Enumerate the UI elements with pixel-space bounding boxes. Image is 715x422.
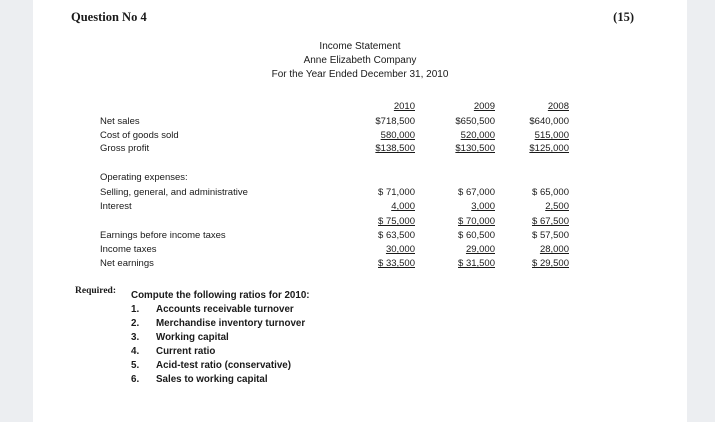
net-earnings-2009: $ 31,500: [458, 258, 495, 269]
taxes-2010: 30,000: [385, 244, 415, 255]
statement-period: For the Year Ended December 31, 2010: [271, 69, 449, 80]
row-label-cogs: Cost of goods sold: [100, 130, 179, 141]
interest-2010: 4,000: [391, 201, 415, 212]
cogs-2009: 520,000: [460, 130, 495, 141]
document-page: [33, 0, 687, 422]
taxes-2008: 28,000: [539, 244, 569, 255]
total-opex-2009: $ 70,000: [458, 216, 495, 227]
net-sales-2010: $718,500: [375, 116, 415, 127]
required-item-text: Working capital: [156, 332, 229, 343]
required-item-text: Accounts receivable turnover: [156, 304, 294, 315]
row-label-ebt: Earnings before income taxes: [100, 230, 226, 241]
cogs-2008: 515,000: [534, 130, 569, 141]
year-header-2010: 2010: [393, 101, 415, 112]
year-header-2008: 2008: [547, 101, 569, 112]
required-item-number: 2.: [131, 318, 140, 329]
net-earnings-2010: $ 33,500: [378, 258, 415, 269]
required-intro: Compute the following ratios for 2010:: [131, 290, 310, 301]
required-item-text: Merchandise inventory turnover: [156, 318, 306, 329]
gross-profit-2008: $125,000: [529, 143, 569, 154]
required-item-number: 6.: [131, 374, 140, 385]
ebt-2008: $ 57,500: [532, 230, 569, 241]
required-label: Required:: [75, 286, 116, 296]
row-label-sga: Selling, general, and administrative: [100, 187, 248, 198]
question-marks: (15): [613, 10, 634, 24]
sga-2009: $ 67,000: [458, 187, 495, 198]
total-opex-2010: $ 75,000: [378, 216, 415, 227]
sga-2008: $ 65,000: [532, 187, 569, 198]
row-label-net-earnings: Net earnings: [100, 258, 154, 269]
required-item-number: 1.: [131, 304, 140, 315]
gross-profit-2009: $130,500: [455, 143, 495, 154]
interest-2008: 2,500: [545, 201, 569, 212]
total-opex-2008: $ 67,500: [532, 216, 569, 227]
interest-2009: 3,000: [471, 201, 495, 212]
year-header-2009: 2009: [473, 101, 495, 112]
ebt-2010: $ 63,500: [378, 230, 415, 241]
required-item-number: 3.: [131, 332, 140, 343]
required-item-text: Current ratio: [156, 346, 216, 357]
row-label-income-taxes: Income taxes: [100, 244, 157, 255]
sga-2010: $ 71,000: [378, 187, 415, 198]
row-label-interest: Interest: [100, 201, 132, 212]
row-label-net-sales: Net sales: [100, 116, 140, 127]
cogs-2010: 580,000: [380, 130, 415, 141]
taxes-2009: 29,000: [465, 244, 495, 255]
net-earnings-2008: $ 29,500: [532, 258, 569, 269]
required-item-number: 5.: [131, 360, 140, 371]
net-sales-2008: $640,000: [529, 116, 569, 127]
required-item-number: 4.: [131, 346, 140, 357]
gross-profit-2010: $138,500: [375, 143, 415, 154]
required-item-text: Sales to working capital: [156, 374, 268, 385]
row-label-operating-expenses: Operating expenses:: [100, 172, 188, 183]
required-item-text: Acid-test ratio (conservative): [156, 360, 292, 371]
row-label-gross-profit: Gross profit: [100, 143, 150, 154]
question-title: Question No 4: [71, 10, 147, 24]
company-name: Anne Elizabeth Company: [303, 55, 417, 66]
statement-title: Income Statement: [319, 41, 401, 52]
net-sales-2009: $650,500: [455, 116, 495, 127]
ebt-2009: $ 60,500: [458, 230, 495, 241]
